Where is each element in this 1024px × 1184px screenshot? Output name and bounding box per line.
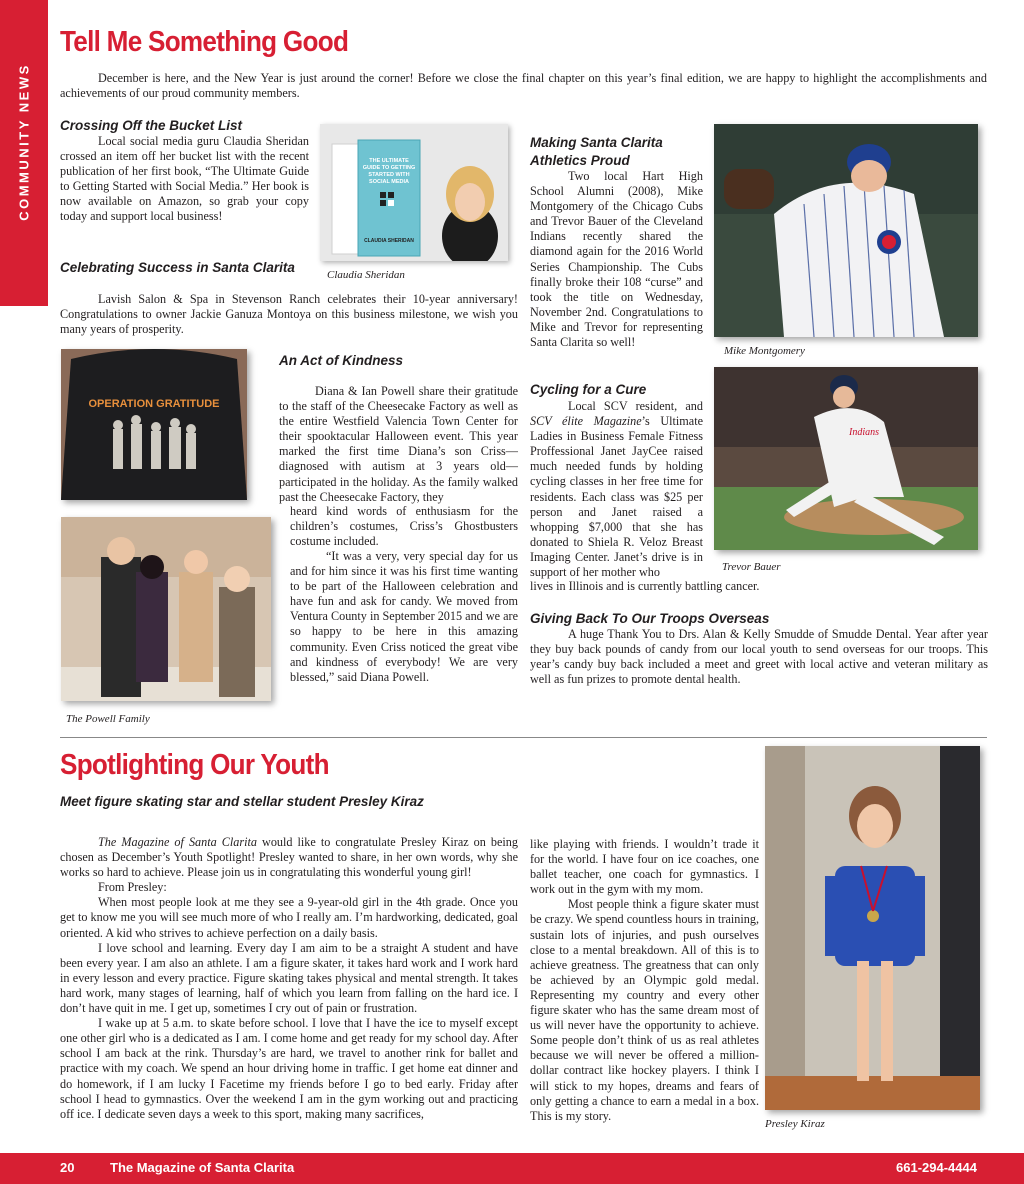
svg-text:CLAUDIA SHERIDAN: CLAUDIA SHERIDAN xyxy=(364,238,414,244)
headline-spotlighting-our-youth: Spotlighting Our Youth xyxy=(60,749,329,781)
cure-magazine: SCV élite Magazine xyxy=(530,414,642,429)
claudia-caption: Claudia Sheridan xyxy=(327,269,405,281)
page-footer xyxy=(0,1153,1024,1184)
operation-gratitude-text: OPERATION GRATITUDE xyxy=(88,398,220,410)
troops-title: Giving Back To Our Troops Overseas xyxy=(530,611,770,626)
athletics-title-line-1: Making Santa Clarita xyxy=(530,135,663,150)
svg-text:SOCIAL MEDIA: SOCIAL MEDIA xyxy=(369,179,409,185)
bucket-text: Local social media guru Claudia Sheridan crossed an item off her bucket list with the recent publication of her first book, “The Ultimate Guide to Getting Started with Social Media.” Her book is now available on Amazon, so grab your copy today and support local business! xyxy=(60,134,309,224)
youth-col2-paragraph-1: like playing with friends. I wouldn’t trade it for the world. I have four on ice coaches, one ballet teacher, one coach for gymnastics. I work out in the gym with my mom. xyxy=(530,837,759,897)
footer-magazine-name: The Magazine of Santa Clarita xyxy=(110,1160,295,1175)
youth-subtitle: Meet figure skating star and stellar student Presley Kiraz xyxy=(60,794,424,809)
troops-text: A huge Thank You to Drs. Alan & Kelly Smudde of Smudde Dental. Year after year they buy back pounds of candy from our local youth to send overseas for our troops. This year’s candy buy back included a meet and greet with local active and veteran military as well as fun prizes to promote dental health. xyxy=(530,627,988,687)
youth-paragraph-4: I love school and learning. Every day I am aim to be a straight A student and have been every year. I am also an athlete. I am a figure skater, it takes hard work and I work hard in every lesson and every practice. Figure skating takes physical and mental strength. It takes hard work, many stages of learning, half of which you learn from falling on the hard ice. I don’t have quit in me. I get up, sometimes I cry out of pain or frustration. xyxy=(60,940,518,1016)
trevor-bauer-caption: Trevor Bauer xyxy=(722,561,781,573)
cure-article-cont xyxy=(530,579,830,594)
youth-magazine-name: The Magazine of Santa Clarita xyxy=(98,835,257,849)
section-tab xyxy=(0,0,48,306)
page-number: 20 xyxy=(60,1160,75,1175)
youth-column-1 xyxy=(60,835,518,1122)
kindness-paragraph-2: “It was a very, very special day for us and for him since it was his first time wanting to be part of the Halloween celebration and have fun and ask for candy. We moved from Ventura County in September 2015 and we are so happy to be here in this amazing community. Even Criss noticed the great vibe and kindness of everybody! We are very blessed,” said Diana Powell. xyxy=(290,549,518,684)
youth-paragraph-3: When most people look at me they see a 9-year-old girl in the 4th grade. Once you get to know me you will see much more of who I really am. I’m hardworking, dedicated, goal oriented. A kid who strives to achieve perfection on a daily basis. xyxy=(60,895,518,940)
youth-paragraph-1 xyxy=(60,835,518,880)
presley-caption: Presley Kiraz xyxy=(765,1118,825,1130)
cure-article xyxy=(530,399,703,580)
footer-phone: 661-294-4444 xyxy=(896,1160,977,1175)
athletics-title-line-2: Athletics Proud xyxy=(530,153,630,168)
cure-text-b: ’s Ultimate Ladies in Business Female Fitness Proffessional Janet JayCee raised much needed funds by holding cycling classes in her free time for residents. Each class was $25 per person and Janet raised a whopping $7,000 that she has donated to Shiela R. Veloz Breast Imaging Center. Janet’s drive is in support of her mother who xyxy=(530,414,703,580)
powell-family-photo xyxy=(61,517,271,701)
athletics-text: Two local Hart High School Alumni (2008), Mike Montgomery of the Chicago Cubs and Trevor Bauer of the Cleveland Indians recently shared the diamond again for the 2016 World Series Championship. The Cubs finally broke their 108 “curse” and took the title on Wednesday, November 2nd. Congratulations to Mike and Trevor for representing Santa Clarita so well! xyxy=(530,169,703,350)
headline-tell-me-something-good: Tell Me Something Good xyxy=(60,26,349,58)
section-divider xyxy=(60,737,987,738)
svg-text:THE ULTIMATE: THE ULTIMATE xyxy=(369,158,409,164)
claudia-book-photo xyxy=(320,124,508,261)
youth-paragraph-1-text: would like to congratulate Presley Kiraz on being chosen as December’s Youth Spotlight! Presley wanted to share, in her own words, why she works so hard to achieve. Please join us in congratulating this wonderful young girl! xyxy=(60,835,518,880)
youth-paragraph-2: From Presley: xyxy=(98,880,167,895)
mike-montgomery-caption: Mike Montgomery xyxy=(724,345,805,357)
presley-kiraz-photo xyxy=(765,746,980,1110)
operation-gratitude-photo xyxy=(61,349,247,500)
cure-text-c: lives in Illinois and is currently battling cancer. xyxy=(530,579,760,593)
success-text: Lavish Salon & Spa in Stevenson Ranch celebrates their 10-year anniversary! Congratulations to owner Jackie Ganuza Montoya on this business milestone, we wish you many years of prosperity. xyxy=(60,292,518,337)
kindness-title: An Act of Kindness xyxy=(279,353,404,368)
youth-column-2 xyxy=(530,837,759,1124)
bucket-title: Crossing Off the Bucket List xyxy=(60,118,243,133)
cure-text-a: Local SCV resident, and xyxy=(568,399,703,413)
kindness-paragraph-1b: heard kind words of enthusiasm for the children’s costumes, Criss’s Ghostbusters costume included. xyxy=(290,504,518,549)
cure-title: Cycling for a Cure xyxy=(530,382,647,397)
powell-caption: The Powell Family xyxy=(66,713,150,725)
success-title: Celebrating Success in Santa Clarita xyxy=(60,260,295,275)
kindness-article xyxy=(279,384,518,505)
athletics-article xyxy=(530,169,703,350)
intro-paragraph xyxy=(60,71,987,101)
trevor-bauer-photo xyxy=(714,367,978,550)
svg-text:STARTED WITH: STARTED WITH xyxy=(368,172,410,178)
kindness-paragraph-1: Diana & Ian Powell share their gratitude to the staff of the Cheesecake Factory as well as the entire Westfield Valencia Town Center for their spooktacular Halloween event. This year marked the first time Diana’s son Criss—diagnosed with autism at 3 years old—participated in the holiday. As the family walked past the Cheesecake Factory, they xyxy=(279,384,518,504)
svg-text:GUIDE TO GETTING: GUIDE TO GETTING xyxy=(362,165,416,171)
youth-col2-paragraph-2: Most people think a figure skater must be crazy. We spend countless hours in training, sustain lots of injuries, and push ourselves close to a mental breakdown. All of this is to achieve greatness. The greatness that can only be achieved by an Olympic gold medal. Representing my country and every other figure skater who has the same dream most of us will never have the opportunity to achieve. Some people don’t think of us as real athletes because we will never be offered a million-dollar contract like hockey players. I think I will stick to my hopes, dreams and fears of only getting a chance to earn a medal in a box. This is my story. xyxy=(530,897,759,1123)
kindness-article-cont xyxy=(290,504,518,549)
mike-montgomery-photo xyxy=(714,124,978,337)
kindness-quote xyxy=(290,549,518,685)
section-tab-label: COMMUNITY NEWS xyxy=(16,63,32,221)
intro-text: December is here, and the New Year is just around the corner! Before we close the final chapter on this year’s final edition, we are happy to highlight the accomplishments and achievements of our proud community members. xyxy=(60,71,987,101)
troops-article xyxy=(530,627,988,687)
cure-text xyxy=(530,399,703,580)
youth-paragraph-5: I wake up at 5 a.m. to skate before school. I love that I have the ice to myself except one other girl who is a dedicated as I am. I come home and get ready for my school day. After school I am back at the rink. Thursday’s are hard, we travel to another rink for ballet and practice with my coach. We spend an hour driving home in traffic. I get home eat dinner and do homework, if I am lucky I Facetime my friends before I go to bed early. Friday after school I head to gymnastics. Over the weekend I am in the gym working out and practicing off ice. I dedicate seven days a week to this sport, making many sacrifices, xyxy=(60,1016,518,1121)
bucket-article xyxy=(60,134,309,225)
svg-text:Indians: Indians xyxy=(849,427,879,438)
success-article xyxy=(60,292,518,337)
